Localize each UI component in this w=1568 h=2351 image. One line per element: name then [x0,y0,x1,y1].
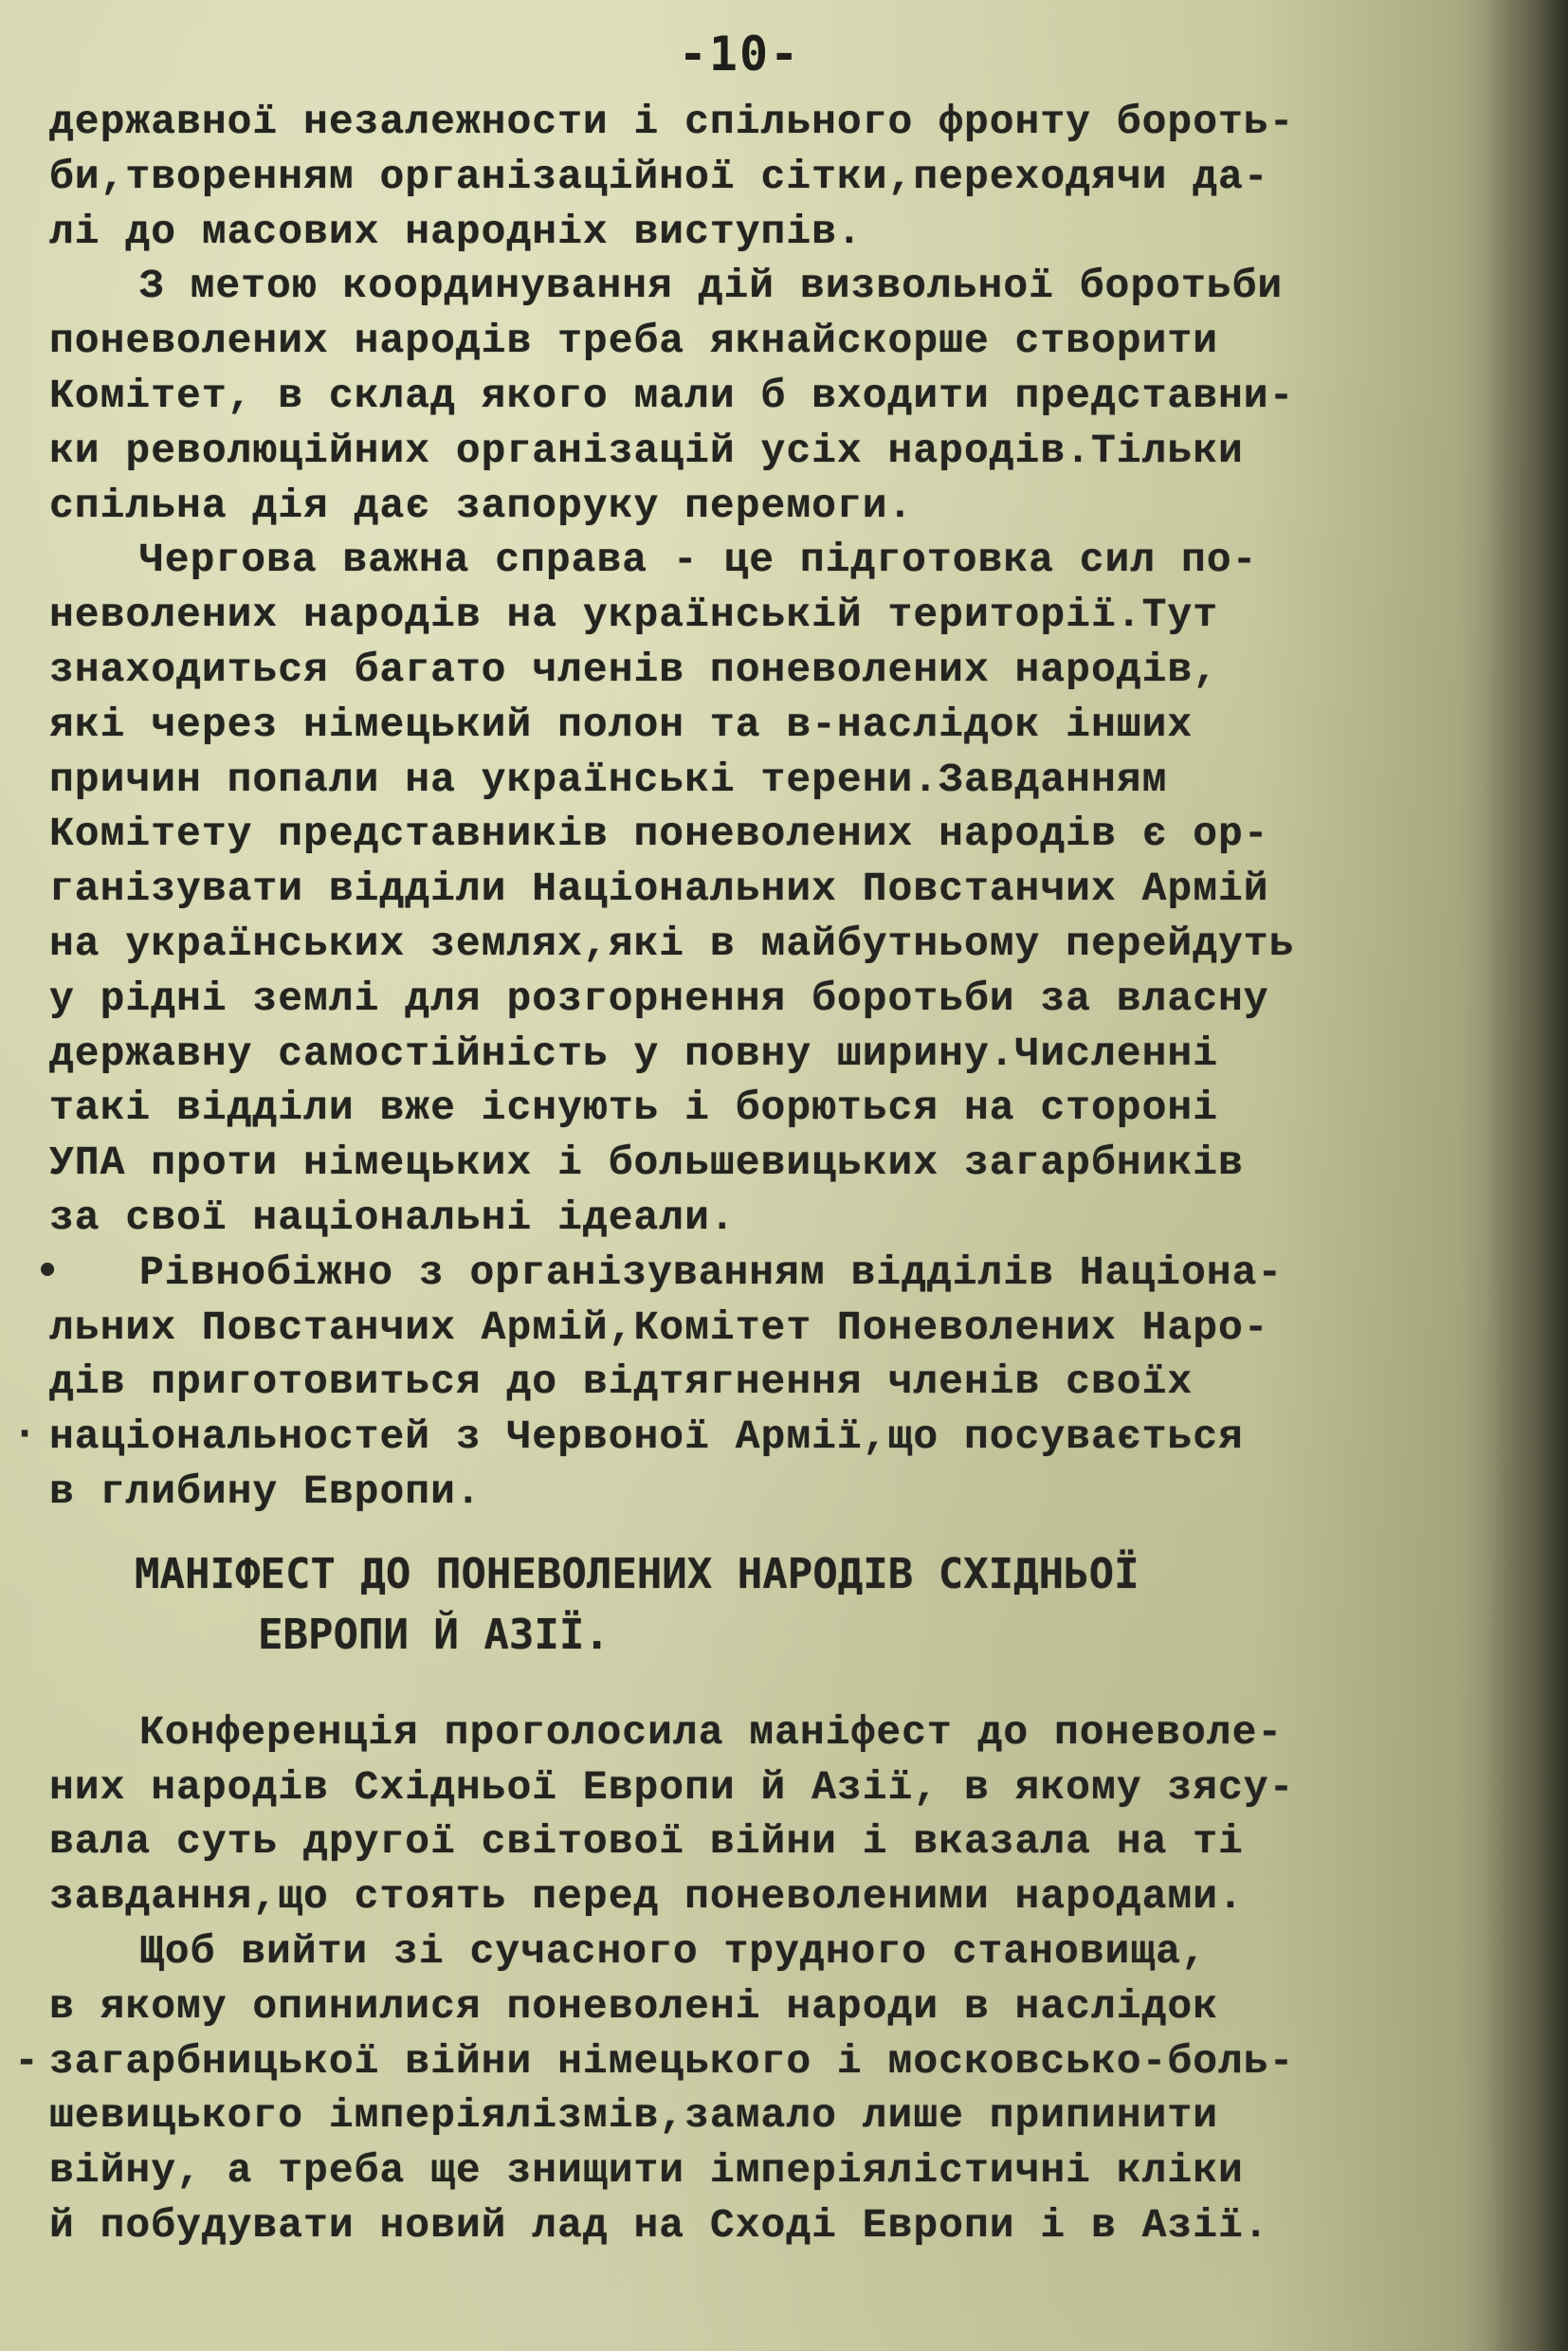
section-heading-line-1: МАНІФЕСТ ДО ПОНЕВОЛЕНИХ НАРОДІВ СХІДНЬОЇ [135,1549,1140,1598]
text-line: дів приготовиться до відтягнення членів своїх [49,1358,1194,1406]
text-line: них народів Східньої Европи й Азії, в якому зясу- [49,1763,1295,1811]
text-line: у рідні землі для розгорнення боротьби за власну [49,975,1269,1022]
margin-mark: • [36,1249,60,1293]
section-heading-line-2: ЕВРОПИ Й АЗІЇ. [258,1610,610,1659]
paragraph-4 [49,1246,1490,1520]
text-line: причин попали на українські терени.Завданням [49,756,1168,803]
paragraph-1 [49,95,1490,259]
text-line: державної незалежности і спільного фронту бороть- [49,99,1295,145]
text-line: державну самостійність у повну ширину.Численні [49,1030,1218,1077]
text-line: такі відділи вже існують і борються на стороні [49,1084,1218,1132]
document-body [49,95,1490,2253]
text-line: знаходиться багато членів поневолених народів, [49,646,1218,693]
text-line: й побудувати новий лад на Сході Европи і в Азії. [49,2201,1269,2249]
text-line: З метою координування дій визвольної боротьби [139,263,1284,310]
page-number: -10- [678,27,801,82]
text-line: лі до масових народніх виступів. [49,208,863,255]
text-line: Чергова важна справа - це підготовка сил по- [139,537,1258,584]
text-line: в глибину Европи. [49,1467,482,1515]
text-line: національностей з Червоної Армії,що посувається [49,1413,1244,1461]
text-line: війну, а треба ще знищити імперіялістичні кліки [49,2147,1244,2195]
text-line: вала суть другої світової війни і вказала на ті [49,1818,1244,1866]
text-line: неволених народів на українській території.Тут [49,592,1218,639]
text-line: поневолених народів треба якнайскорше створити [49,318,1218,365]
text-line: Комітет, в склад якого мали б входити представни- [49,372,1295,419]
text-line: в якому опинилися поневолені народи в наслідок [49,1982,1218,2030]
text-line: спільна дія дає запоруку перемоги. [49,482,914,529]
text-line: за свої національні ідеали. [49,1194,736,1241]
margin-mark: - [15,2038,39,2082]
text-line: які через німецький полон та в-наслідок інших [49,701,1194,748]
text-line: Рівнобіжно з організуванням відділів Націона- [139,1248,1284,1296]
text-line: льних Повстанчих Армій,Комітет Поневолених Наро- [49,1303,1269,1351]
text-line: шевицького імперіялізмів,замало лише припинити [49,2092,1218,2140]
text-line: би,творенням організаційної сітки,переходячи да- [49,153,1269,200]
text-line: Конференція проголосила маніфест до поневоле- [139,1708,1284,1756]
text-line: на українських землях,які в майбутньому перейдуть [49,920,1295,967]
text-line: завдання,що стоять перед поневоленими народами. [49,1873,1244,1921]
paragraph-6 [49,1924,1490,2253]
text-line: ганізувати відділи Національних Повстанчих Армій [49,866,1269,913]
text-line: Щоб вийти зі сучасного трудного становища, [139,1927,1207,1975]
text-line: ки революційних організацій усіх народів.Тільки [49,427,1244,474]
margin-mark: · [13,1412,37,1456]
paragraph-5 [49,1705,1490,1924]
text-line: загарбницької війни німецького і московсько-боль- [49,2037,1295,2085]
page-edge-shadow [1483,0,1568,2351]
paragraph-2 [49,259,1490,533]
paragraph-3 [49,533,1490,1245]
text-line: Комітету представників поневолених народів є ор- [49,811,1269,858]
text-line: УПА проти німецьких і большевицьких загарбників [49,1139,1244,1187]
